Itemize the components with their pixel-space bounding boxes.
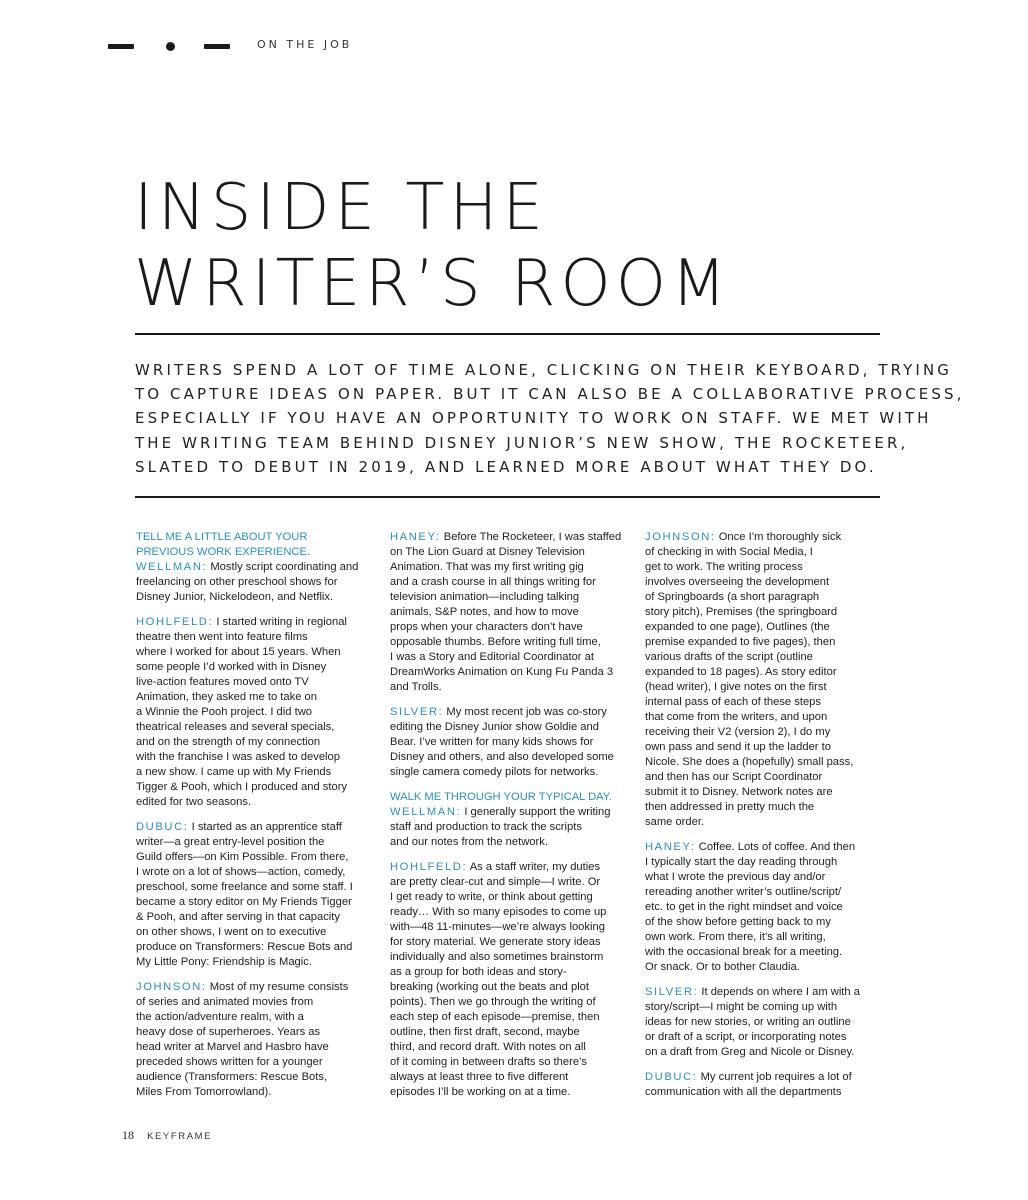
body-text: Nicole. She does a (hopefully) small pass, [645, 756, 854, 768]
title-line: WRITER’S ROOM [134, 247, 732, 321]
body-text: that come from the writers, and upon [645, 711, 828, 723]
body-text: get to work. The writing process [645, 561, 803, 573]
body-line [390, 950, 630, 965]
body-line [136, 880, 376, 895]
body-text: props when your characters don’t have [390, 621, 583, 633]
body-line [136, 955, 376, 970]
body-text: of the show before getting back to my [645, 916, 831, 928]
body-line [645, 560, 885, 575]
body-text: own work. From there, it’s all writing, [645, 931, 826, 943]
body-line [136, 630, 376, 645]
body-text: where I worked for about 15 years. When [136, 646, 341, 658]
body-line [136, 660, 376, 675]
body-line [390, 620, 630, 635]
article-title [134, 170, 731, 322]
interview-paragraph [390, 790, 630, 850]
body-text: theatrical releases and several specials, [136, 721, 335, 733]
body-text: the action/adventure realm, with a [136, 1011, 304, 1023]
body-text: on The Lion Guard at Disney Television [390, 546, 585, 558]
body-text: Mostly script coordinating and [210, 561, 359, 573]
page-header [108, 36, 708, 56]
deck-line: WRITERS SPEND A LOT OF TIME ALONE, CLICKING ON THEIR KEYBOARD, TRYING [135, 361, 953, 379]
body-text: Animation, they asked me to take on [136, 691, 317, 703]
body-text: Guild offers—on Kim Possible. From there, [136, 851, 349, 863]
body-line [645, 710, 885, 725]
body-text: Disney Junior, Nickelodeon, and Netflix. [136, 591, 334, 603]
body-text: I generally support the writing [464, 806, 611, 818]
body-line [645, 885, 885, 900]
body-line [136, 780, 376, 795]
body-text: and then has our Script Coordinator [645, 771, 823, 783]
body-line [136, 765, 376, 780]
body-text: & Pooh, and after serving in that capacity [136, 911, 340, 923]
body-line [645, 855, 885, 870]
body-text: audience (Transformers: Rescue Bots, [136, 1071, 328, 1083]
body-text: third, and record draft. With notes on all [390, 1041, 586, 1053]
body-text: some people I’d worked with in Disney [136, 661, 327, 673]
header-dash-decoration [204, 44, 230, 49]
body-line [136, 560, 376, 575]
body-line [390, 720, 630, 735]
body-text: I was a Story and Editorial Coordinator at [390, 651, 594, 663]
body-text: live-action features moved onto TV [136, 676, 309, 688]
speaker-name: SILVER: [390, 706, 444, 718]
body-line [390, 735, 630, 750]
body-line [645, 1015, 885, 1030]
body-line [136, 865, 376, 880]
body-text: a new show. I came up with My Friends [136, 766, 332, 778]
body-text: what I wrote the previous day and/or [645, 871, 826, 883]
body-line [390, 1040, 630, 1055]
interview-paragraph [136, 820, 376, 970]
speaker-name: JOHNSON: [645, 531, 716, 543]
interview-paragraph [645, 985, 885, 1060]
body-line [390, 665, 630, 680]
body-text: I get ready to write, or think about getting [390, 891, 593, 903]
body-text: DreamWorks Animation on Kung Fu Panda 3 [390, 666, 614, 678]
body-text: Miles From Tomorrowland). [136, 1086, 272, 1098]
body-line [136, 705, 376, 720]
body-text: produce on Transformers: Rescue Bots and [136, 941, 353, 953]
body-text: of Springboards (a short paragraph [645, 591, 820, 603]
body-line [390, 1070, 630, 1085]
body-text: Or snack. Or to bother Claudia. [645, 961, 800, 973]
body-text: with—48 11-minutes—we’re always looking [390, 921, 605, 933]
body-line [645, 590, 885, 605]
body-line [645, 815, 885, 830]
body-line [390, 635, 630, 650]
body-text: premise expanded to five pages), then [645, 636, 836, 648]
body-line [136, 795, 376, 810]
body-line [645, 725, 885, 740]
body-line [390, 590, 630, 605]
speaker-name: DUBUC: [645, 1071, 698, 1083]
body-text: communication with all the departments [645, 1086, 842, 1098]
body-text: My Little Pony: Friendship is Magic. [136, 956, 312, 968]
body-line [645, 960, 885, 975]
body-line [645, 650, 885, 665]
body-line [645, 840, 885, 855]
body-line [645, 695, 885, 710]
body-column-2 [390, 530, 630, 1110]
body-line [645, 620, 885, 635]
body-text: same order. [645, 816, 705, 828]
body-text: theatre then went into feature films [136, 631, 308, 643]
body-line [136, 1085, 376, 1100]
body-line [645, 1070, 885, 1085]
magazine-name: KEYFRAME [147, 1131, 213, 1142]
body-line [390, 1010, 630, 1025]
body-line [645, 985, 885, 1000]
interview-paragraph [390, 860, 630, 1100]
body-line [390, 920, 630, 935]
body-text: writer—a great entry-level position the [136, 836, 325, 848]
body-text: and on the strength of my connection [136, 736, 321, 748]
title-line: INSIDE THE [134, 171, 548, 245]
body-text: single camera comedy pilots for networks. [390, 766, 599, 778]
body-text: As a staff writer, my duties [469, 861, 601, 873]
body-line [645, 900, 885, 915]
body-line [645, 1045, 885, 1060]
body-line [645, 635, 885, 650]
body-line [390, 765, 630, 780]
body-text: animals, S&P notes, and how to move [390, 606, 579, 618]
body-text: points). Then we go through the writing of [390, 996, 596, 1008]
interview-question: WALK ME THROUGH YOUR TYPICAL DAY. [390, 791, 612, 803]
body-line [645, 680, 885, 695]
body-text: I started as an apprentice staff [191, 821, 342, 833]
body-text: became a story editor on My Friends Tigger [136, 896, 352, 908]
body-line [645, 575, 885, 590]
interview-paragraph [136, 530, 376, 605]
body-text: Coffee. Lots of coffee. And then [698, 841, 856, 853]
body-text: on a draft from Greg and Nicole or Disney. [645, 1046, 855, 1058]
body-text: of series and animated movies from [136, 996, 314, 1008]
body-line [645, 770, 885, 785]
interview-paragraph [645, 530, 885, 830]
body-line [136, 980, 376, 995]
body-line [136, 835, 376, 850]
body-text: with the occasional break for a meeting. [645, 946, 843, 958]
body-line [136, 615, 376, 630]
body-text: of checking in with Social Media, I [645, 546, 813, 558]
title-rule [135, 333, 880, 335]
speaker-name: HOHLFELD: [390, 861, 468, 873]
speaker-name: JOHNSON: [136, 981, 207, 993]
page-number: 18 [122, 1128, 134, 1142]
body-line [645, 665, 885, 680]
body-text: a Winnie the Pooh project. I did two [136, 706, 312, 718]
body-text: rereading another writer’s outline/script/ [645, 886, 842, 898]
body-line [136, 1040, 376, 1055]
body-text: submit it to Disney. Network notes are [645, 786, 833, 798]
body-text: on other shows, I went on to executive [136, 926, 327, 938]
deck-rule [135, 496, 880, 498]
speaker-name: SILVER: [645, 986, 699, 998]
body-line [390, 965, 630, 980]
body-text: opposable thumbs. Before writing full time, [390, 636, 601, 648]
body-text: television animation—including talking [390, 591, 580, 603]
body-text: are pretty clear-cut and simple—I write. Or [390, 876, 601, 888]
interview-question: PREVIOUS WORK EXPERIENCE. [136, 546, 311, 558]
body-line [645, 605, 885, 620]
body-text: each step of each episode—premise, then [390, 1011, 600, 1023]
body-line [136, 820, 376, 835]
body-text: Bear. I’ve written for many kids shows for [390, 736, 594, 748]
body-text: Before The Rocketeer, I was staffed [443, 531, 622, 543]
body-line [645, 1085, 885, 1100]
body-line [390, 680, 630, 695]
body-line [136, 940, 376, 955]
body-line [645, 740, 885, 755]
deck-line: ESPECIALLY IF YOU HAVE AN OPPORTUNITY TO WORK ON STAFF. WE MET WITH [135, 409, 932, 428]
speaker-name: WELLMAN: [136, 561, 208, 573]
body-line [136, 675, 376, 690]
body-line [136, 690, 376, 705]
body-line [136, 1070, 376, 1085]
body-text: internal pass of each of these steps [645, 696, 822, 708]
body-text: I wrote on a lot of shows—action, comedy, [136, 866, 346, 878]
body-line [136, 720, 376, 735]
body-line [645, 915, 885, 930]
body-line [390, 905, 630, 920]
interview-paragraph [645, 1070, 885, 1100]
body-line [390, 860, 630, 875]
interview-paragraph [136, 980, 376, 1100]
body-line [645, 1000, 885, 1015]
deck-line: TO CAPTURE IDEAS ON PAPER. BUT IT CAN ALSO BE A COLLABORATIVE PROCESS, [135, 385, 965, 404]
body-text: edited for two seasons. [136, 796, 252, 808]
interview-paragraph [136, 615, 376, 810]
body-text: My current job requires a lot of [700, 1071, 852, 1083]
body-line [390, 530, 630, 545]
body-line [390, 1085, 630, 1100]
body-line [390, 995, 630, 1010]
body-text: individually and also sometimes brainstorm [390, 951, 604, 963]
body-line [645, 530, 885, 545]
speaker-name: WELLMAN: [390, 806, 462, 818]
speaker-name: DUBUC: [136, 821, 189, 833]
body-text: various drafts of the script (outline [645, 651, 813, 663]
body-text: My most recent job was co-story [446, 706, 607, 718]
interview-paragraph [390, 705, 630, 780]
body-line [390, 875, 630, 890]
body-text: I started writing in regional [216, 616, 347, 628]
body-line [390, 650, 630, 665]
interview-paragraph [390, 530, 630, 695]
body-text: head writer at Marvel and Hasbro have [136, 1041, 329, 1053]
speaker-name: HANEY: [645, 841, 696, 853]
body-text: etc. to get in the right mindset and voice [645, 901, 843, 913]
body-line [645, 1030, 885, 1045]
interview-question: TELL ME A LITTLE ABOUT YOUR [136, 531, 308, 543]
deck-line: THE WRITING TEAM BEHIND DISNEY JUNIOR’S NEW SHOW, THE ROCKETEER, [135, 433, 909, 452]
body-line [136, 575, 376, 590]
body-text: breaking (working out the beats and plot [390, 981, 590, 993]
body-text: as a group for both ideas and story- [390, 966, 567, 978]
interview-paragraph [645, 840, 885, 975]
body-column-3 [645, 530, 885, 1110]
header-dot-decoration [166, 42, 175, 51]
body-line [390, 980, 630, 995]
body-text: editing the Disney Junior show Goldie and [390, 721, 599, 733]
speaker-name: HOHLFELD: [136, 616, 214, 628]
body-line [136, 645, 376, 660]
body-line [390, 545, 630, 560]
body-line [390, 935, 630, 950]
body-line [645, 870, 885, 885]
body-text: for story material. We generate story ideas [390, 936, 601, 948]
body-line [645, 930, 885, 945]
body-text: I typically start the day reading through [645, 856, 838, 868]
body-line [136, 735, 376, 750]
body-text: heavy dose of superheroes. Years as [136, 1026, 321, 1038]
body-text: Disney and others, and also developed some [390, 751, 614, 763]
body-line [390, 805, 630, 820]
article-deck [135, 358, 965, 479]
body-text: Most of my resume consists [209, 981, 349, 993]
body-line [390, 1025, 630, 1040]
body-text: episodes I’ll be working on at a time. [390, 1086, 571, 1098]
body-line [390, 575, 630, 590]
body-text: expanded to one page), Outlines (the [645, 621, 830, 633]
body-text: outline, then first draft, second, maybe [390, 1026, 580, 1038]
body-line [136, 1025, 376, 1040]
section-label: ON THE JOB [257, 38, 353, 51]
body-text: Animation. That was my first writing gig [390, 561, 584, 573]
body-text: It depends on where I am with a [701, 986, 860, 998]
body-line [390, 605, 630, 620]
body-line [645, 945, 885, 960]
body-line [390, 560, 630, 575]
body-line [390, 835, 630, 850]
body-text: involves overseeing the development [645, 576, 830, 588]
body-text: ready… With so many episodes to come up [390, 906, 607, 918]
body-text: then addressed in pretty much the [645, 801, 815, 813]
body-line [136, 750, 376, 765]
body-line [390, 820, 630, 835]
body-line [645, 755, 885, 770]
body-text: preschool, some freelance and some staff. I [136, 881, 353, 893]
body-text: and a crash course in all things writing for [390, 576, 596, 588]
body-line [645, 800, 885, 815]
body-text: and our notes from the network. [390, 836, 548, 848]
body-line [645, 545, 885, 560]
body-line [136, 850, 376, 865]
body-text: own pass and send it up the ladder to [645, 741, 831, 753]
body-text: Tigger & Pooh, which I produced and story [136, 781, 348, 793]
body-line [136, 895, 376, 910]
body-text: and Trolls. [390, 681, 442, 693]
body-line [136, 1010, 376, 1025]
body-text: or draft of a script, or incorporating notes [645, 1031, 847, 1043]
body-line [136, 910, 376, 925]
body-text: receiving their V2 (version 2), I do my [645, 726, 831, 738]
body-line [645, 785, 885, 800]
body-text: preceded shows written for a younger [136, 1056, 323, 1068]
body-line [136, 995, 376, 1010]
page-footer [122, 1128, 212, 1143]
body-line [390, 705, 630, 720]
body-text: story/script—I might be coming up with [645, 1001, 838, 1013]
body-column-1 [136, 530, 376, 1110]
body-line [136, 1055, 376, 1070]
body-line [136, 925, 376, 940]
body-text: expanded to 18 pages). As story editor [645, 666, 837, 678]
deck-line: SLATED TO DEBUT IN 2019, AND LEARNED MORE ABOUT WHAT THEY DO. [135, 457, 877, 476]
body-line [390, 1055, 630, 1070]
body-text: always at least three to five different [390, 1071, 569, 1083]
body-text: (head writer), I give notes on the first [645, 681, 827, 693]
body-text: ideas for new stories, or writing an outline [645, 1016, 851, 1028]
body-text: staff and production to track the scripts [390, 821, 582, 833]
header-dash-decoration [108, 44, 134, 49]
body-text: of it coming in between drafts so there’s [390, 1056, 587, 1068]
speaker-name: HANEY: [390, 531, 441, 543]
body-text: Once I’m thoroughly sick [718, 531, 842, 543]
body-text: with the franchise I was asked to develop [136, 751, 340, 763]
body-text: freelancing on other preschool shows for [136, 576, 338, 588]
body-line [390, 750, 630, 765]
body-line [136, 590, 376, 605]
body-text: story pitch), Premises (the springboard [645, 606, 838, 618]
body-line [390, 890, 630, 905]
